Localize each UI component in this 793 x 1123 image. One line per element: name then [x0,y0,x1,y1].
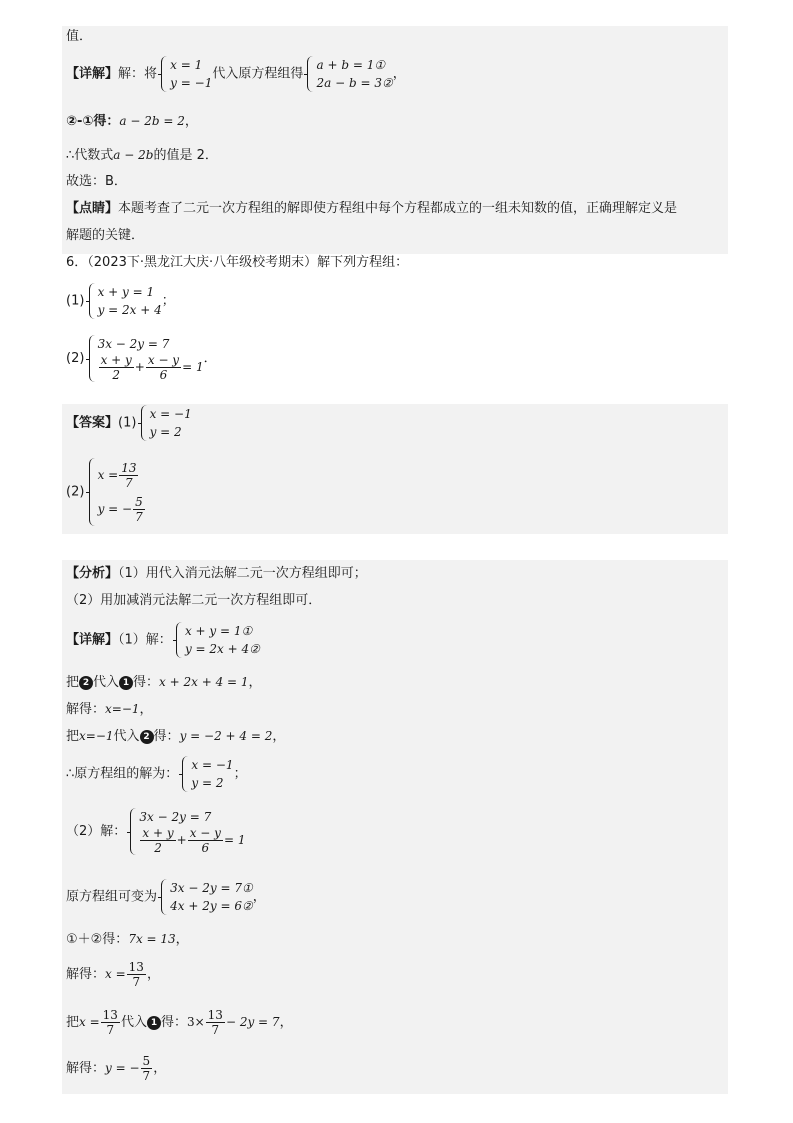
conclusion-a: ∴代数式 [66,148,114,163]
s1-system [176,622,260,658]
circled-2: 2 [140,730,154,744]
p2-plus: + [134,360,145,374]
s2-add-line: ①＋②得：7x = 13， [66,932,189,947]
p1-system [89,283,162,319]
detail-line [66,56,406,92]
p2-eq1: 3x − 2y = 7 [97,337,170,351]
detail-mid: 代入原方程组得 [212,66,304,82]
analysis-tag: 【分析】 [66,566,119,581]
ab-eq2: 2a − b = 3② [316,76,393,90]
conclusion-expr: a − 2b [113,148,154,162]
step-eq: a − 2b = 2 [119,114,185,128]
substitution-system [161,56,212,92]
sub-y: y = −1 [170,76,213,90]
p1-eq1: x + y = 1 [97,285,155,299]
s1-back-line: 把x=−1代入 2 得：y = −2 + 4 = 2， [66,729,286,744]
s1-eq1: x + y = 1① [184,624,253,638]
p2-end: ． [203,351,217,366]
p2-frac1-den: 2 [112,368,120,382]
p1-eq2: y = 2x + 4 [97,303,162,317]
p2-frac1-num: x + y [100,353,132,367]
a1-y: y = 2 [149,425,182,439]
step-label: ②-①得： [66,114,120,129]
s2-y-line: 解得：y = − $\frac{5}{7}$ ， [66,1054,167,1083]
ab-eq1: a + b = 1① [316,58,386,72]
step-line: ②-①得：a − 2b = 2， [66,114,198,129]
answer-line-1 [66,405,192,441]
a2-label: (2) [66,484,85,500]
comment-tag: 【点睛】 [66,201,119,216]
answer-tag: 【答案】 [66,415,119,431]
s2-line [66,808,245,855]
p2-frac2-den: 6 [159,368,168,382]
s1-eq2: y = 2x + 4② [184,642,260,656]
sub-x: x = 1 [170,58,203,72]
comment-text-1: 本题考查了二元一次方程组的解即使方程组中每个方程都成立的一组未知数的值，正确理解定义是 [118,201,678,216]
p2-frac2-num: x − y [147,353,180,367]
circled-2: 2 [79,676,93,690]
s1-result-line: ∴原方程组的解为： x = −1 y = 2 ； [66,758,247,790]
solution-tag: 【详解】 [66,632,119,648]
conclusion-line [66,146,218,165]
problem-part-2 [66,335,217,382]
choice-line: 故选：B． [66,174,127,189]
s2-convert-system: 3x − 2y = 7① 4x + 2y = 6② [161,879,253,915]
detail-lead: 解：将 [118,66,158,82]
comma: ， [392,66,406,82]
detail-tag: 【详解】 [66,66,119,82]
a2-system [89,458,146,526]
problem-header: 6．（2023下·黑龙江大庆·八年级校考期末）解下列方程组： [66,255,409,270]
s1-result-system: x = −1 y = 2 [182,756,233,792]
s1-lead: （1）解： [118,632,172,648]
p1-end: ； [161,293,175,309]
p1-label: (1) [66,293,85,309]
circled-1: 1 [119,676,133,690]
a2-x-row: x = $\frac{13}{7}$ [97,461,137,490]
s2-lead: （2）解： [66,824,127,839]
problem-part-1 [66,283,175,319]
comment-line-2: 解题的关键． [66,228,145,243]
answer-line-2 [66,458,146,526]
analysis-text-1: （1）用代入消元法解二元一次方程组即可； [118,566,367,581]
p2-rhs: = 1 [182,360,204,374]
analysis-line-1 [66,565,367,583]
previous-tail: 值． [66,29,93,44]
a2-y-row: y = − $\frac{5}{7}$ [97,495,143,524]
conclusion-b: 的值是 2． [153,148,218,163]
ab-system [307,56,392,92]
p2-system [89,335,204,382]
s2-system: 3x − 2y = 7 $\frac{x + y}{2}$ + $\frac{x - y}{6}$ = 1 [130,808,245,855]
analysis-line-2: （2）用加减消元法解二元一次方程组即可． [66,593,322,608]
s2-back-line: 把x = $\frac{13}{7}$ 代入 1 得：3× $\frac{13}{7}$ − 2y = 7， [66,1008,293,1037]
s2-x-line: 解得：x = $\frac{13}{7}$ ， [66,960,160,989]
solution-1-line [66,622,260,658]
p2-label: (2) [66,351,85,366]
s1-solve-line: 解得：x=−1， [66,702,153,717]
circled-1: 1 [147,1016,161,1030]
p2-eq2 [98,353,204,382]
a1-system [141,405,192,441]
a1-x: x = −1 [149,407,192,421]
s2-convert-line: 原方程组可变为 3x − 2y = 7① 4x + 2y = 6② ， [66,881,266,913]
comment-line-1 [66,200,677,218]
s1-substitute-line: 把 2 代入 1 得：x + 2x + 4 = 1， [66,675,262,690]
a1-label: (1) [118,415,137,431]
